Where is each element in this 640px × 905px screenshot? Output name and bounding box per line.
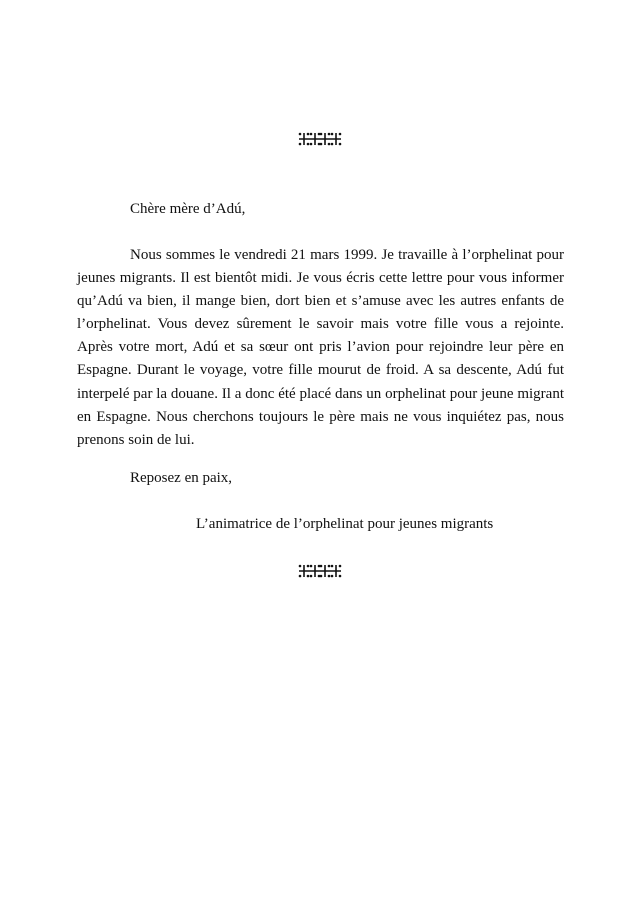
top-ornament-icon: [0, 132, 640, 146]
letter-body: Nous sommes le vendredi 21 mars 1999. Je travaille à l’orphelinat pour jeunes migrants. Il est bientôt midi. Je vous écris cette lettre pour vous informer qu’Adú va bien, il mange bien, dort bien et s’amuse avec les autres enfants de l’orphelinat. Vous devez sûrement le savoir mais votre fille vous a rejointe. Après votre mort, Adú et sa sœur ont pris l’avion pour rejoindre leur père en Espagne. Durant le voyage, votre fille mourut de froid. A sa descente, Adú fut interpelé par la douane. Il a donc été placé dans un orphelinat pour jeune migrant en Espagne. Nous cherchons toujours le père mais ne vous inquiétez pas, nous prenons soin de lui.: [77, 247, 564, 448]
letter-greeting: Chère mère d’Adú,: [130, 201, 246, 217]
letter-closing: Reposez en paix,: [130, 470, 233, 486]
bottom-ornament-icon: [0, 564, 640, 578]
letter-signature: L’animatrice de l’orphelinat pour jeunes migrants: [196, 516, 494, 532]
